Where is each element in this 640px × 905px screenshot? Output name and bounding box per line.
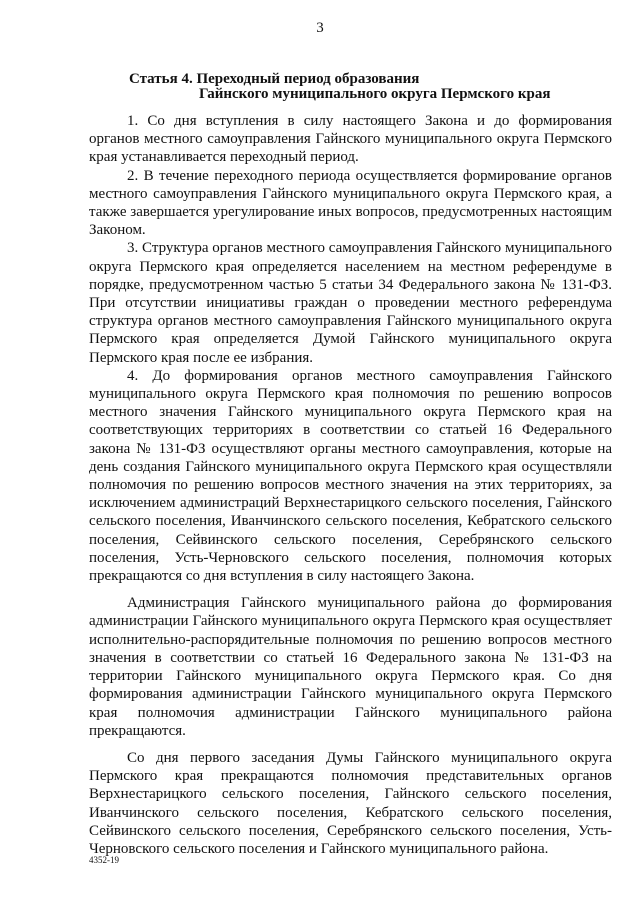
article-body xyxy=(89,112,612,858)
article-heading xyxy=(129,72,550,102)
article-title-line2: Гайнского муниципального округа Пермского края xyxy=(199,86,551,102)
paragraph-1: 1. Со дня вступления в силу настоящего Закона и до формирования органов местного самоуправления Гайнского муниципального округа Пермского края устанавливается переходный период. xyxy=(89,113,612,166)
paragraph-duma: Со дня первого заседания Думы Гайнского муниципального округа Пермского края прекращаются полномочия представительных органов Верхнестарицкого сельского поселения, Гайнского сельского поселения, Иванчинского сельского поселения, Кебратского сельского поселения, Сейвинского сельского поселения, Серебрянского сельского поселения, Усть-Черновского сельского поселения и Гайнского муниципального района. xyxy=(89,749,612,857)
page-number: 3 xyxy=(316,20,324,36)
paragraph-2: 2. В течение переходного периода осуществляется формирование органов местного самоуправления Гайнского муниципального округа Пермского края, а также завершается урегулирование иных вопросов, предусмотренных настоящим Законом. xyxy=(89,167,612,239)
article-title-line1: Статья 4. Переходный период образования xyxy=(129,71,420,87)
paragraph-4: 4. До формирования органов местного самоуправления Гайнского муниципального округа Пермского края полномочия по решению вопросов местного значения Гайнского муниципального округа Пермского края на соответствующих территориях в соответствии со статьей 16 Федерального закона № 131-ФЗ осуществляют органы местного самоуправления, которые на день создания Гайнского муниципального округа Пермского края осуществляли полномочия по решению вопросов местного значения на этих территориях, за исключением администраций Верхнестарицкого сельского поселения, Гайнского сельского поселения, Иванчинского сельского поселения, Кебратского сельского поселения, Сейвинского сельского поселения, Серебрянского сельского поселения, Усть-Черновского сельского поселения, полномочия которых прекращаются со дня вступления в силу настоящего Закона. xyxy=(89,367,612,585)
paragraph-3: 3. Структура органов местного самоуправления Гайнского муниципального округа Пермского края определяется населением на местном референдуме в порядке, предусмотренном частью 5 статьи 34 Федерального закона № 131-ФЗ. При отсутствии инициативы граждан о проведении местного референдума структура органов местного самоуправления Гайнского муниципального округа Пермского края определяется Думой Гайнского муниципального округа Пермского края после ее избрания. xyxy=(89,240,612,366)
document-code: 4352-19 xyxy=(89,855,119,865)
paragraph-administration: Администрация Гайнского муниципального района до формирования администрации Гайнского муниципального округа Пермского края осуществляет исполнительно-распорядительные полномочия по решению вопросов местного значения в соответствии со статьей 16 Федерального закона № 131-ФЗ на территории Гайнского муниципального округа Пермского края. Со дня формирования администрации Гайнского муниципального округа Пермского края полномочия администрации Гайнского муниципального района прекращаются. xyxy=(89,595,612,739)
